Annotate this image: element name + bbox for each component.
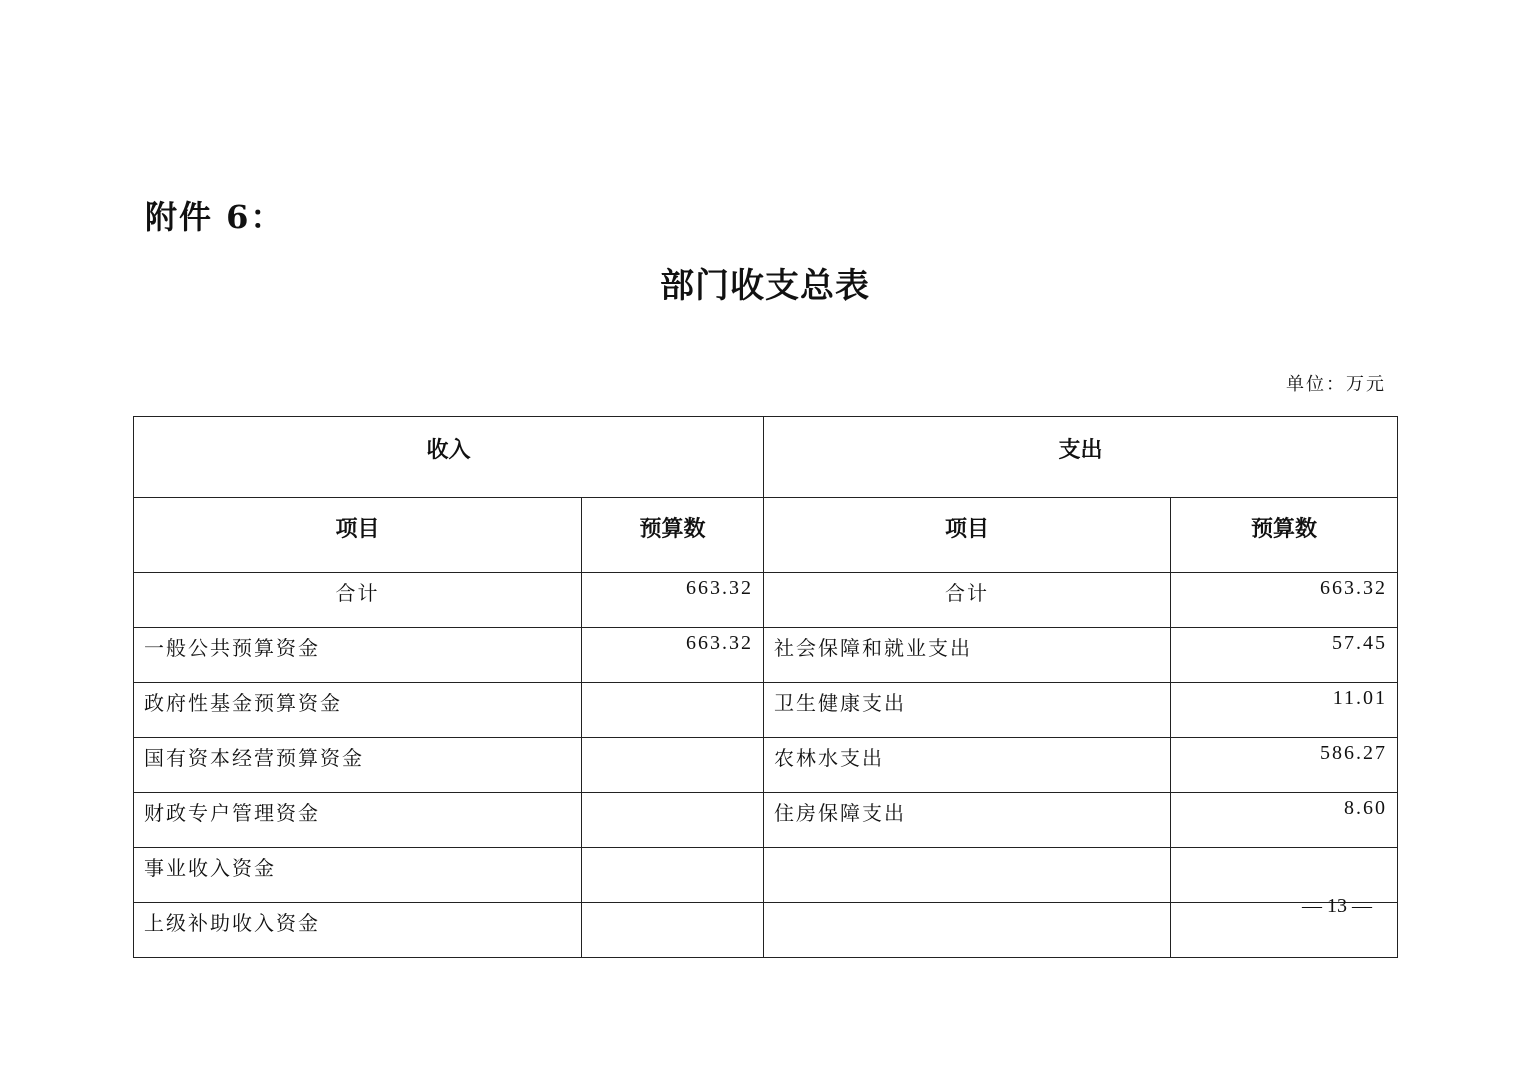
income-group-header: 收入 [134, 417, 764, 498]
income-value [582, 793, 764, 848]
income-value [582, 903, 764, 958]
expense-value: 586.27 [1171, 738, 1398, 793]
table-row [134, 848, 1398, 903]
total-row [134, 573, 1398, 628]
income-budget-header: 预算数 [582, 498, 764, 573]
income-total-label: 合计 [134, 573, 582, 628]
expense-total-label: 合计 [764, 573, 1171, 628]
expense-item: 农林水支出 [764, 738, 1171, 793]
expense-item [764, 848, 1171, 903]
table-row [134, 903, 1398, 958]
income-item: 国有资本经营预算资金 [134, 738, 582, 793]
column-header-row [134, 498, 1398, 573]
income-item: 政府性基金预算资金 [134, 683, 582, 738]
table-row [134, 793, 1398, 848]
table-row [134, 683, 1398, 738]
expense-value: 8.60 [1171, 793, 1398, 848]
expense-item-header: 项目 [764, 498, 1171, 573]
table-row [134, 628, 1398, 683]
expense-total-value: 663.32 [1171, 573, 1398, 628]
expense-value: 57.45 [1171, 628, 1398, 683]
income-value [582, 683, 764, 738]
income-value [582, 738, 764, 793]
expense-group-header: 支出 [764, 417, 1398, 498]
budget-table [133, 416, 1398, 958]
group-header-row [134, 417, 1398, 498]
income-item: 财政专户管理资金 [134, 793, 582, 848]
expense-item: 卫生健康支出 [764, 683, 1171, 738]
income-item: 上级补助收入资金 [134, 903, 582, 958]
table-row [134, 738, 1398, 793]
page-number: — 13 — [1302, 895, 1372, 917]
expense-item [764, 903, 1171, 958]
expense-budget-header: 预算数 [1171, 498, 1398, 573]
attachment-label: 附件 6： [145, 198, 285, 236]
income-item-header: 项目 [134, 498, 582, 573]
income-value [582, 848, 764, 903]
income-value: 663.32 [582, 628, 764, 683]
unit-label: 单位：万元 [1286, 374, 1386, 395]
income-item: 一般公共预算资金 [134, 628, 582, 683]
income-item: 事业收入资金 [134, 848, 582, 903]
expense-item: 社会保障和就业支出 [764, 628, 1171, 683]
page-title: 部门收支总表 [660, 266, 870, 306]
expense-value: 11.01 [1171, 683, 1398, 738]
expense-item: 住房保障支出 [764, 793, 1171, 848]
income-total-value: 663.32 [582, 573, 764, 628]
